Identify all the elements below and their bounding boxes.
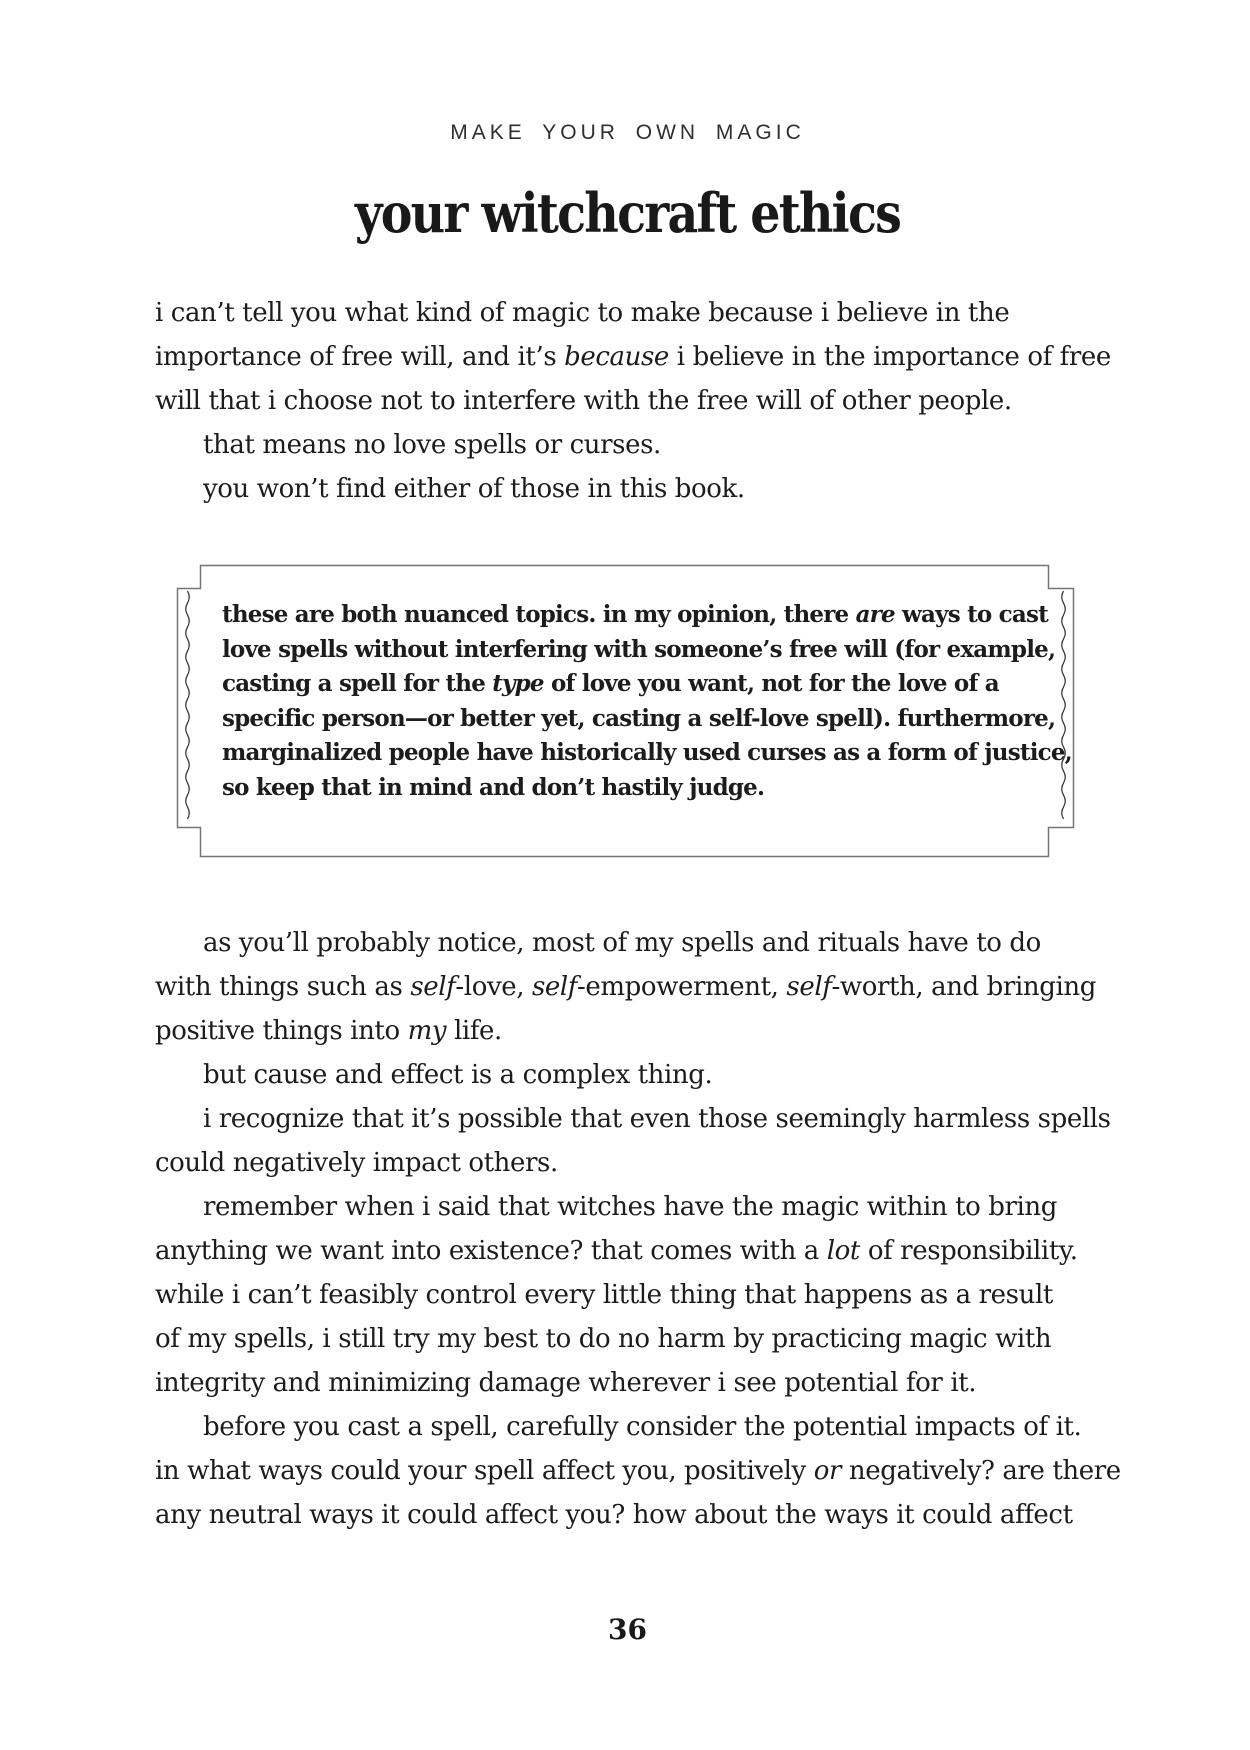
text-line: i recognize that it’s possible that even those seemingly harmless spells — [203, 1104, 1111, 1134]
text-line: remember when i said that witches have the magic within to bring — [203, 1192, 1058, 1222]
text-line: of my spells, i still try my best to do no harm by practicing magic with — [155, 1324, 1052, 1354]
text-line: marginalized people have historically used curses as a form of justice, — [222, 739, 1072, 766]
callout-text — [222, 598, 1072, 805]
text-line: but cause and effect is a complex thing. — [203, 1060, 713, 1090]
chapter-title: your witchcraft ethics — [354, 181, 901, 245]
text-line: before you cast a spell, carefully consider the potential impacts of it. — [203, 1412, 1082, 1442]
text-line: could negatively impact others. — [155, 1148, 558, 1178]
text-line: i can’t tell you what kind of magic to make because i believe in the — [155, 298, 1010, 328]
text-line: specific person—or better yet, casting a self-love spell). furthermore, — [222, 704, 1056, 732]
text-line: in what ways could your spell affect you, positively or negatively? are there — [155, 1456, 1121, 1486]
text-line: any neutral ways it could affect you? how about the ways it could affect — [155, 1500, 1073, 1530]
text-line: you won’t find either of those in this book. — [203, 474, 745, 504]
text-line: love spells without interfering with someone’s free will (for example, — [222, 635, 1056, 663]
text-line: positive things into my life. — [155, 1016, 502, 1046]
page-number: 36 — [608, 1613, 647, 1646]
intro-paragraphs — [155, 291, 1115, 511]
text-line: as you’ll probably notice, most of my spells and rituals have to do — [203, 928, 1041, 958]
squiggle-line-left-icon — [186, 591, 190, 819]
text-line: importance of free will, and it’s because i believe in the importance of free — [155, 342, 1111, 372]
text-line: with things such as self-love, self-empowerment, self-worth, and bringing — [155, 972, 1096, 1002]
text-line: integrity and minimizing damage wherever i see potential for it. — [155, 1368, 977, 1398]
text-line: that means no love spells or curses. — [203, 430, 661, 460]
text-line: these are both nuanced topics. in my opinion, there are ways to cast — [222, 601, 1048, 628]
text-line: anything we want into existence? that comes with a lot of responsibility. — [155, 1236, 1078, 1266]
callout-box — [176, 564, 1075, 858]
running-header: MAKE YOUR OWN MAGIC — [450, 121, 805, 144]
squiggle-line-right-icon — [1062, 591, 1066, 819]
text-line: so keep that in mind and don’t hastily judge. — [222, 773, 765, 801]
text-line: casting a spell for the type of love you want, not for the love of a — [222, 670, 999, 697]
text-line: will that i choose not to interfere with the free will of other people. — [155, 386, 1012, 416]
body-paragraphs — [155, 921, 1121, 1537]
text-line: while i can’t feasibly control every little thing that happens as a result — [155, 1280, 1053, 1310]
